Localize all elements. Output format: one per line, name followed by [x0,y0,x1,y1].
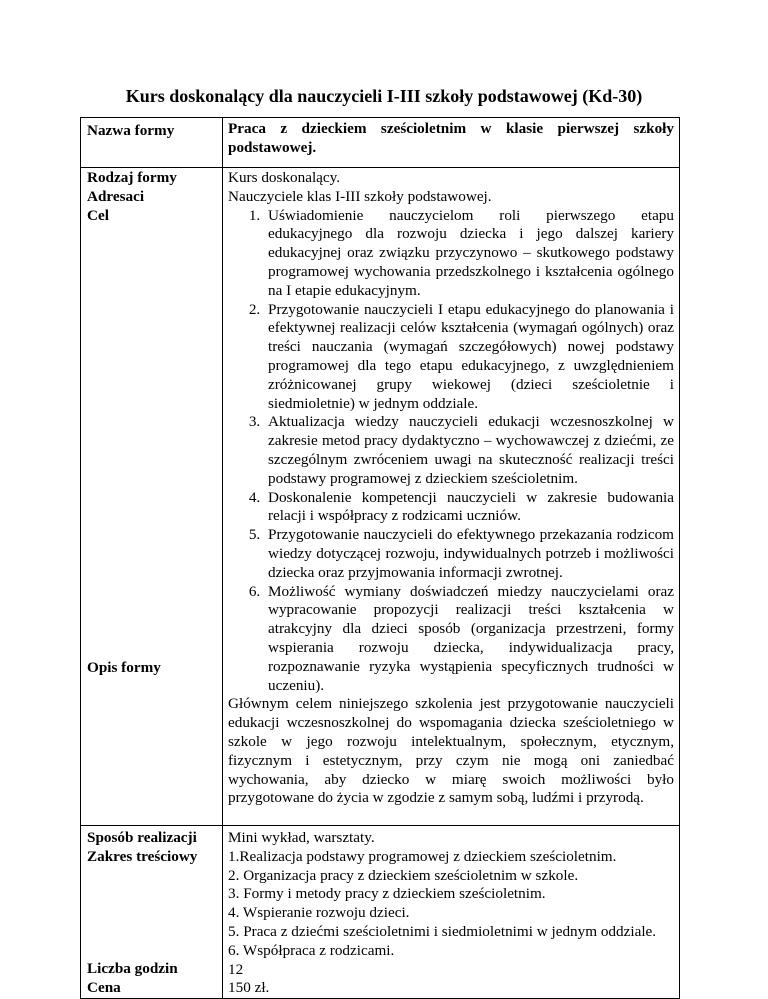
details-value-cell [223,168,680,826]
scope-item: 2. Organizacja pracy z dzieckiem sześcioletnim w szkole. [228,866,579,884]
scope-item: 3. Formy i metody pracy z dzieckiem sześcioletnim. [228,885,546,903]
description-value: Głównym celem niniejszego szkolenia jest przygotowanie nauczycieli edukacji wczesnoszkolnej do wspomagania dziecka sześcioletniego w szkole w jego rozwoju intelektualnym, społecznym, etycznym, fizycznym i estetycznym, przy czym nie mogą oni zaniedbać wychowania, aby dziecko w miarę swoich możliwości było przygotowane do życia w zgodzie z samym sobą, ludźmi i przyrodą. [228,695,674,807]
audience-label: Adresaci [87,188,145,205]
page-title: Kurs doskonalący dla nauczycieli I-III szkoły podstawowej (Kd-30) [125,86,643,106]
goals-list [228,207,674,696]
goal-item: 2. Przygotowanie nauczycieli I etapu edukacyjnego do planowania i efektywnej realizacji celów kształcenia (wymagań ogólnych) oraz treści nauczania (wymagań szczegółowych) nowej podstawy programowej dla tego etapu edukacyjnego, z uwzględnieniem zróżnicowanej grupy wiekowej (dzieci sześcioletnie i siedmioletnie) w jednym oddziale. [264,301,674,414]
hours-label: Liczba godzin [87,960,178,978]
form-name-label-cell [81,118,223,168]
form-name-row [81,118,680,168]
realization-row [81,826,680,999]
course-table [80,117,680,999]
goal-item: 5. Przygotowanie nauczycieli do efektywnego przekazania rodzicom wiedzy dotyczącej rozwoju, indywidualnych potrzeb i możliwości dziecka oraz przyjmowania informacji zwrotnej. [264,526,674,582]
goal-item: 6. Możliwość wymiany doświadczeń miedzy nauczycielami oraz wypracowanie propozycji realizacji treści kształcenia w atrakcyjny dla dzieci sposób (organizacja przestrzeni, formy wspierania rozwoju dziecka, indywidualizacja pracy, rozpoznawanie ryzyka wystąpienia specyficznych trudności w uczeniu). [264,583,674,696]
realization-value-cell [223,826,680,999]
goal-item: 3. Aktualizacja wiedzy nauczycieli edukacji wczesnoszkolnej w zakresie metod pracy dydaktyczno – wychowawczej z dziećmi, ze szczególnym zwróceniem uwagi na skuteczność realizacji treści podstawy programowej z dzieckiem sześcioletnim. [264,413,674,488]
price-value: 150 zł. [228,979,270,997]
form-name-value: Praca z dzieckiem sześcioletnim w klasie pierwszej szkoły podstawowej. [223,118,680,168]
goal-label: Cel [87,207,109,224]
scope-label: Zakres treściowy [87,848,198,866]
scope-item: 5. Praca z dziećmi sześcioletnimi i siedmioletnimi w jednym oddziale. [228,923,657,941]
form-name-label: Nazwa formy [87,122,175,139]
type-value: Kurs doskonalący. [228,169,341,186]
hours-value: 12 [228,960,244,978]
details-label-cell [81,168,223,826]
type-label: Rodzaj formy [87,169,177,186]
price-label: Cena [87,979,121,997]
realization-label-cell [81,826,223,999]
scope-item: 6. Współpraca z rodzicami. [228,941,395,959]
description-label: Opis formy [87,659,161,676]
scope-item: 1.Realizacja podstawy programowej z dzieckiem sześcioletnim. [228,847,617,865]
method-value: Mini wykład, warsztaty. [228,829,375,847]
method-label: Sposób realizacji [87,829,197,847]
details-row [81,168,680,826]
goal-item: 4. Doskonalenie kompetencji nauczycieli w zakresie budowania relacji i współpracy z rodzicami uczniów. [264,489,674,527]
audience-value: Nauczyciele klas I-III szkoły podstawowej. [228,187,492,205]
scope-item: 4. Wspieranie rozwoju dzieci. [228,904,410,922]
goal-item: 1. Uświadomienie nauczycielom roli pierwszego etapu edukacyjnego dla rozwoju dziecka i jego dalszej kariery edukacyjnej oraz związku przyczynowo – skutkowego podstawy programowej wychowania przedszkolnego i kształcenia ogólnego na I etapie edukacyjnym. [264,207,674,301]
